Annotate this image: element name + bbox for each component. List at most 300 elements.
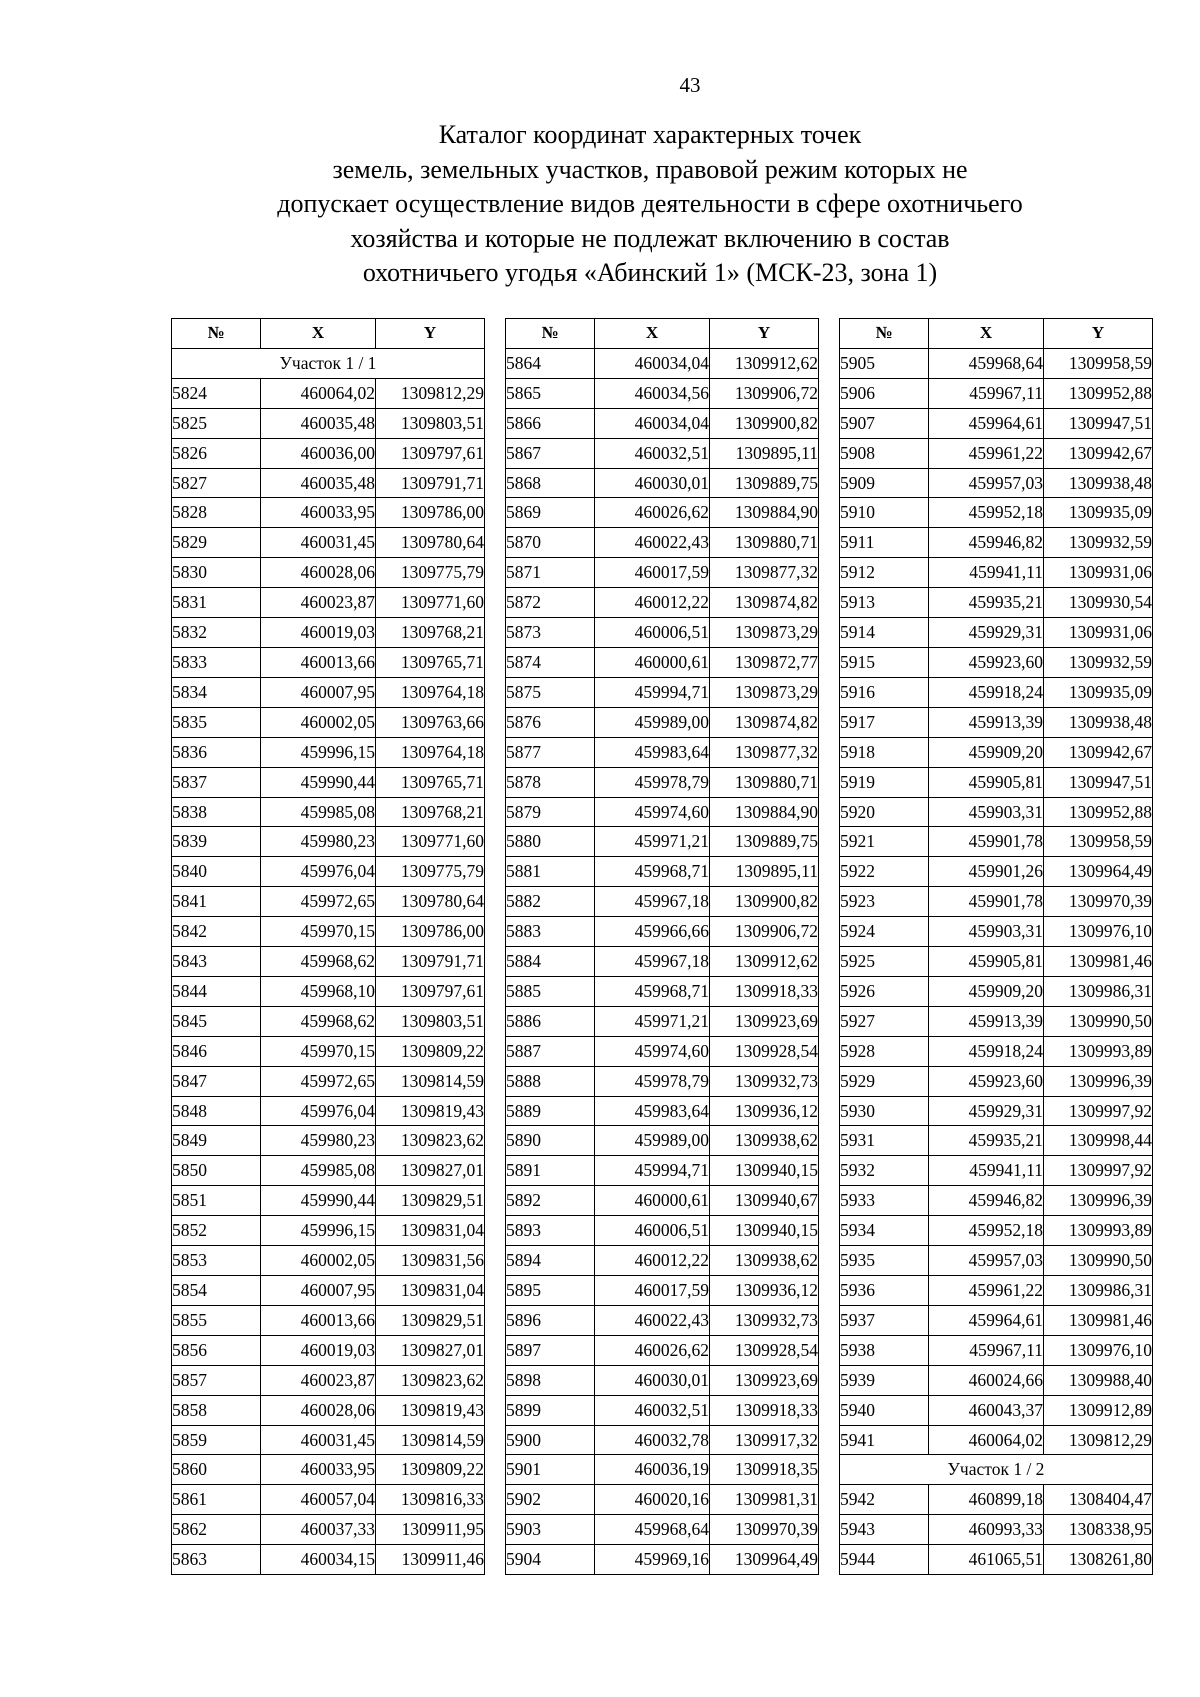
y-coordinate-cell: 1309911,46: [376, 1545, 485, 1575]
table-row: [172, 1096, 485, 1126]
point-number-cell: 5843: [172, 947, 261, 977]
y-coordinate-cell: 1309900,82: [710, 887, 819, 917]
point-number-cell: 5870: [506, 528, 595, 558]
point-number-cell: 5859: [172, 1425, 261, 1455]
y-coordinate-cell: 1309816,33: [376, 1485, 485, 1515]
table-row: [506, 917, 819, 947]
point-number-cell: 5827: [172, 468, 261, 498]
point-number-cell: 5849: [172, 1126, 261, 1156]
point-number-cell: 5926: [840, 976, 929, 1006]
y-coordinate-cell: 1309775,79: [376, 558, 485, 588]
point-number-cell: 5842: [172, 917, 261, 947]
y-coordinate-cell: 1309958,59: [1044, 348, 1153, 378]
y-coordinate-cell: 1309831,04: [376, 1276, 485, 1306]
point-number-cell: 5840: [172, 857, 261, 887]
y-coordinate-cell: 1309768,21: [376, 797, 485, 827]
x-coordinate-cell: 460034,04: [595, 408, 710, 438]
point-number-cell: 5833: [172, 647, 261, 677]
table-row: [172, 1425, 485, 1455]
point-number-cell: 5903: [506, 1515, 595, 1545]
y-coordinate-cell: 1309996,39: [1044, 1186, 1153, 1216]
x-coordinate-cell: 460030,01: [595, 468, 710, 498]
table-row: [840, 1156, 1153, 1186]
table-row: [172, 558, 485, 588]
point-number-cell: 5939: [840, 1365, 929, 1395]
point-number-cell: 5907: [840, 408, 929, 438]
header-y: Y: [710, 319, 819, 349]
y-coordinate-cell: 1309768,21: [376, 618, 485, 648]
x-coordinate-cell: 459903,31: [929, 797, 1044, 827]
point-number-cell: 5944: [840, 1545, 929, 1575]
y-coordinate-cell: 1308338,95: [1044, 1515, 1153, 1545]
y-coordinate-cell: 1309942,67: [1044, 737, 1153, 767]
x-coordinate-cell: 460006,51: [595, 618, 710, 648]
y-coordinate-cell: 1309803,51: [376, 1006, 485, 1036]
x-coordinate-cell: 460022,43: [595, 528, 710, 558]
x-coordinate-cell: 459968,71: [595, 857, 710, 887]
table-row: [172, 857, 485, 887]
x-coordinate-cell: 459968,64: [929, 348, 1044, 378]
table-row: [172, 1515, 485, 1545]
point-number-cell: 5880: [506, 827, 595, 857]
y-coordinate-cell: 1309986,31: [1044, 1276, 1153, 1306]
title-line: Каталог координат характерных точек: [438, 120, 862, 149]
table-row: [506, 797, 819, 827]
table-row: [506, 737, 819, 767]
x-coordinate-cell: 461065,51: [929, 1545, 1044, 1575]
table-row: [172, 378, 485, 408]
table-row: [506, 588, 819, 618]
x-coordinate-cell: 460019,03: [261, 1335, 376, 1365]
x-coordinate-cell: 459996,15: [261, 1216, 376, 1246]
table-row: [506, 1425, 819, 1455]
x-coordinate-cell: 460002,05: [261, 1246, 376, 1276]
point-number-cell: 5855: [172, 1305, 261, 1335]
y-coordinate-cell: 1309936,12: [710, 1096, 819, 1126]
x-coordinate-cell: 460036,19: [595, 1455, 710, 1485]
x-coordinate-cell: 459967,11: [929, 1335, 1044, 1365]
y-coordinate-cell: 1309873,29: [710, 618, 819, 648]
point-number-cell: 5934: [840, 1216, 929, 1246]
x-coordinate-cell: 460034,04: [595, 348, 710, 378]
x-coordinate-cell: 459905,81: [929, 767, 1044, 797]
y-coordinate-cell: 1309900,82: [710, 408, 819, 438]
y-coordinate-cell: 1309932,59: [1044, 528, 1153, 558]
x-coordinate-cell: 460000,61: [595, 647, 710, 677]
x-coordinate-cell: 459952,18: [929, 1216, 1044, 1246]
header-x: X: [595, 319, 710, 349]
table-row: [172, 947, 485, 977]
y-coordinate-cell: 1309981,46: [1044, 947, 1153, 977]
table-row: [840, 528, 1153, 558]
table-row: [172, 1126, 485, 1156]
table-row: [840, 1126, 1153, 1156]
y-coordinate-cell: 1309786,00: [376, 498, 485, 528]
y-coordinate-cell: 1309819,43: [376, 1096, 485, 1126]
y-coordinate-cell: 1309993,89: [1044, 1036, 1153, 1066]
x-coordinate-cell: 459923,60: [929, 647, 1044, 677]
y-coordinate-cell: 1309932,59: [1044, 647, 1153, 677]
point-number-cell: 5941: [840, 1425, 929, 1455]
x-coordinate-cell: 460030,01: [595, 1365, 710, 1395]
table-row: [840, 1395, 1153, 1425]
table-row: [172, 1365, 485, 1395]
point-number-cell: 5826: [172, 438, 261, 468]
table-row: [840, 1425, 1153, 1455]
y-coordinate-cell: 1309823,62: [376, 1126, 485, 1156]
x-coordinate-cell: 459989,00: [595, 1126, 710, 1156]
y-coordinate-cell: 1309976,10: [1044, 1335, 1153, 1365]
header-number: №: [172, 319, 261, 349]
point-number-cell: 5845: [172, 1006, 261, 1036]
table-row: [506, 1186, 819, 1216]
y-coordinate-cell: 1309797,61: [376, 976, 485, 1006]
table-row: [506, 468, 819, 498]
table-row: [840, 498, 1153, 528]
x-coordinate-cell: 460064,02: [929, 1425, 1044, 1455]
y-coordinate-cell: 1309823,62: [376, 1365, 485, 1395]
point-number-cell: 5900: [506, 1425, 595, 1455]
y-coordinate-cell: 1309990,50: [1044, 1006, 1153, 1036]
x-coordinate-cell: 459935,21: [929, 588, 1044, 618]
y-coordinate-cell: 1309880,71: [710, 767, 819, 797]
point-number-cell: 5913: [840, 588, 929, 618]
table-row: [840, 1066, 1153, 1096]
y-coordinate-cell: 1309877,32: [710, 737, 819, 767]
point-number-cell: 5908: [840, 438, 929, 468]
x-coordinate-cell: 460043,37: [929, 1395, 1044, 1425]
y-coordinate-cell: 1309931,06: [1044, 618, 1153, 648]
y-coordinate-cell: 1309803,51: [376, 408, 485, 438]
table-row: [506, 1096, 819, 1126]
table-row: [840, 976, 1153, 1006]
x-coordinate-cell: 460006,51: [595, 1216, 710, 1246]
y-coordinate-cell: 1309935,09: [1044, 677, 1153, 707]
table-row: [506, 408, 819, 438]
x-coordinate-cell: 460012,22: [595, 588, 710, 618]
x-coordinate-cell: 460023,87: [261, 588, 376, 618]
table-row: [172, 1246, 485, 1276]
x-coordinate-cell: 459941,11: [929, 558, 1044, 588]
point-number-cell: 5873: [506, 618, 595, 648]
x-coordinate-cell: 460002,05: [261, 707, 376, 737]
table-row: [840, 438, 1153, 468]
table-row: [172, 1216, 485, 1246]
header-y: Y: [376, 319, 485, 349]
point-number-cell: 5861: [172, 1485, 261, 1515]
table-row: [506, 1545, 819, 1575]
point-number-cell: 5834: [172, 677, 261, 707]
point-number-cell: 5860: [172, 1455, 261, 1485]
table-row: [506, 1276, 819, 1306]
y-coordinate-cell: 1309884,90: [710, 498, 819, 528]
point-number-cell: 5919: [840, 767, 929, 797]
point-number-cell: 5912: [840, 558, 929, 588]
point-number-cell: 5866: [506, 408, 595, 438]
x-coordinate-cell: 460007,95: [261, 677, 376, 707]
y-coordinate-cell: 1309906,72: [710, 917, 819, 947]
table-row: [840, 887, 1153, 917]
x-coordinate-cell: 459901,78: [929, 887, 1044, 917]
table-row: [172, 1066, 485, 1096]
x-coordinate-cell: 459980,23: [261, 827, 376, 857]
table-row: [840, 857, 1153, 887]
table-row: [172, 1186, 485, 1216]
point-number-cell: 5825: [172, 408, 261, 438]
table-row: [172, 1305, 485, 1335]
point-number-cell: 5868: [506, 468, 595, 498]
x-coordinate-cell: 460028,06: [261, 1395, 376, 1425]
title-line: допускает осуществление видов деятельности в сфере охотничьего: [277, 189, 1023, 218]
table-row: [506, 976, 819, 1006]
table-row: [506, 857, 819, 887]
x-coordinate-cell: 459972,65: [261, 887, 376, 917]
point-number-cell: 5838: [172, 797, 261, 827]
y-coordinate-cell: 1309765,71: [376, 647, 485, 677]
x-coordinate-cell: 459974,60: [595, 1036, 710, 1066]
y-coordinate-cell: 1309812,29: [376, 378, 485, 408]
table-row: [840, 1305, 1153, 1335]
table-row: [172, 468, 485, 498]
section-label: Участок 1 / 2: [840, 1455, 1153, 1485]
point-number-cell: 5897: [506, 1335, 595, 1365]
y-coordinate-cell: 1309998,44: [1044, 1126, 1153, 1156]
y-coordinate-cell: 1309988,40: [1044, 1365, 1153, 1395]
table-row: [172, 767, 485, 797]
point-number-cell: 5872: [506, 588, 595, 618]
x-coordinate-cell: 460023,87: [261, 1365, 376, 1395]
y-coordinate-cell: 1309873,29: [710, 677, 819, 707]
x-coordinate-cell: 459971,21: [595, 827, 710, 857]
x-coordinate-cell: 459971,21: [595, 1006, 710, 1036]
point-number-cell: 5854: [172, 1276, 261, 1306]
x-coordinate-cell: 459901,26: [929, 857, 1044, 887]
y-coordinate-cell: 1309923,69: [710, 1365, 819, 1395]
table-row: [506, 707, 819, 737]
y-coordinate-cell: 1309797,61: [376, 438, 485, 468]
table-row: [172, 1485, 485, 1515]
y-coordinate-cell: 1309877,32: [710, 558, 819, 588]
point-number-cell: 5937: [840, 1305, 929, 1335]
y-coordinate-cell: 1309970,39: [710, 1515, 819, 1545]
y-coordinate-cell: 1309928,54: [710, 1335, 819, 1365]
point-number-cell: 5881: [506, 857, 595, 887]
point-number-cell: 5918: [840, 737, 929, 767]
x-coordinate-cell: 460034,56: [595, 378, 710, 408]
table-row: [840, 618, 1153, 648]
y-coordinate-cell: 1309829,51: [376, 1305, 485, 1335]
y-coordinate-cell: 1309930,54: [1044, 588, 1153, 618]
x-coordinate-cell: 459994,71: [595, 677, 710, 707]
table-row: [506, 1305, 819, 1335]
y-coordinate-cell: 1309952,88: [1044, 797, 1153, 827]
x-coordinate-cell: 459935,21: [929, 1126, 1044, 1156]
x-coordinate-cell: 459985,08: [261, 797, 376, 827]
x-coordinate-cell: 460057,04: [261, 1485, 376, 1515]
x-coordinate-cell: 459968,64: [595, 1515, 710, 1545]
y-coordinate-cell: 1309917,32: [710, 1425, 819, 1455]
header-x: X: [261, 319, 376, 349]
y-coordinate-cell: 1309918,33: [710, 1395, 819, 1425]
y-coordinate-cell: 1309931,06: [1044, 558, 1153, 588]
point-number-cell: 5869: [506, 498, 595, 528]
point-number-cell: 5837: [172, 767, 261, 797]
x-coordinate-cell: 459946,82: [929, 1186, 1044, 1216]
point-number-cell: 5851: [172, 1186, 261, 1216]
x-coordinate-cell: 460020,16: [595, 1485, 710, 1515]
y-coordinate-cell: 1309764,18: [376, 677, 485, 707]
point-number-cell: 5828: [172, 498, 261, 528]
x-coordinate-cell: 460033,95: [261, 498, 376, 528]
y-coordinate-cell: 1309918,33: [710, 976, 819, 1006]
y-coordinate-cell: 1309947,51: [1044, 767, 1153, 797]
y-coordinate-cell: 1309780,64: [376, 528, 485, 558]
point-number-cell: 5867: [506, 438, 595, 468]
table-row: [506, 378, 819, 408]
point-number-cell: 5921: [840, 827, 929, 857]
point-number-cell: 5901: [506, 1455, 595, 1485]
y-coordinate-cell: 1309831,56: [376, 1246, 485, 1276]
x-coordinate-cell: 459918,24: [929, 1036, 1044, 1066]
table-row: [840, 647, 1153, 677]
table-row: [172, 438, 485, 468]
point-number-cell: 5879: [506, 797, 595, 827]
table-row: [506, 1395, 819, 1425]
point-number-cell: 5904: [506, 1545, 595, 1575]
point-number-cell: 5832: [172, 618, 261, 648]
x-coordinate-cell: 460026,62: [595, 498, 710, 528]
table-row: [172, 827, 485, 857]
catalog-title: [150, 118, 1150, 291]
point-number-cell: 5836: [172, 737, 261, 767]
y-coordinate-cell: 1309884,90: [710, 797, 819, 827]
x-coordinate-cell: 460007,95: [261, 1276, 376, 1306]
y-coordinate-cell: 1309771,60: [376, 588, 485, 618]
point-number-cell: 5864: [506, 348, 595, 378]
x-coordinate-cell: 459978,79: [595, 767, 710, 797]
table-row: [172, 1156, 485, 1186]
point-number-cell: 5896: [506, 1305, 595, 1335]
x-coordinate-cell: 459970,15: [261, 1036, 376, 1066]
x-coordinate-cell: 459968,10: [261, 976, 376, 1006]
x-coordinate-cell: 460032,51: [595, 438, 710, 468]
y-coordinate-cell: 1309880,71: [710, 528, 819, 558]
table-row: [506, 887, 819, 917]
point-number-cell: 5938: [840, 1335, 929, 1365]
point-number-cell: 5893: [506, 1216, 595, 1246]
table-row: [172, 588, 485, 618]
table-row: [506, 767, 819, 797]
x-coordinate-cell: 460036,00: [261, 438, 376, 468]
y-coordinate-cell: 1309912,62: [710, 947, 819, 977]
point-number-cell: 5883: [506, 917, 595, 947]
point-number-cell: 5848: [172, 1096, 261, 1126]
y-coordinate-cell: 1309936,12: [710, 1276, 819, 1306]
table-row: [172, 1545, 485, 1575]
point-number-cell: 5877: [506, 737, 595, 767]
y-coordinate-cell: 1309940,67: [710, 1186, 819, 1216]
table-row: [506, 647, 819, 677]
x-coordinate-cell: 459967,18: [595, 887, 710, 917]
point-number-cell: 5906: [840, 378, 929, 408]
point-number-cell: 5915: [840, 647, 929, 677]
point-number-cell: 5878: [506, 767, 595, 797]
table-row: [840, 558, 1153, 588]
table-row: [172, 1036, 485, 1066]
table-row: [840, 1096, 1153, 1126]
y-coordinate-cell: 1309911,95: [376, 1515, 485, 1545]
y-coordinate-cell: 1309947,51: [1044, 408, 1153, 438]
y-coordinate-cell: 1309765,71: [376, 767, 485, 797]
point-number-cell: 5852: [172, 1216, 261, 1246]
table-row: [506, 827, 819, 857]
point-number-cell: 5924: [840, 917, 929, 947]
x-coordinate-cell: 460033,95: [261, 1455, 376, 1485]
y-coordinate-cell: 1309809,22: [376, 1036, 485, 1066]
table-row: [172, 976, 485, 1006]
x-coordinate-cell: 460035,48: [261, 408, 376, 438]
table-row: [506, 1006, 819, 1036]
x-coordinate-cell: 459913,39: [929, 707, 1044, 737]
y-coordinate-cell: 1309827,01: [376, 1335, 485, 1365]
point-number-cell: 5927: [840, 1006, 929, 1036]
y-coordinate-cell: 1309990,50: [1044, 1246, 1153, 1276]
point-number-cell: 5857: [172, 1365, 261, 1395]
table-row: [506, 1066, 819, 1096]
point-number-cell: 5925: [840, 947, 929, 977]
y-coordinate-cell: 1309935,09: [1044, 498, 1153, 528]
table-row: [840, 1335, 1153, 1365]
x-coordinate-cell: 459978,79: [595, 1066, 710, 1096]
table-row: [840, 1485, 1153, 1515]
point-number-cell: 5909: [840, 468, 929, 498]
y-coordinate-cell: 1309912,89: [1044, 1395, 1153, 1425]
y-coordinate-cell: 1309997,92: [1044, 1096, 1153, 1126]
y-coordinate-cell: 1309786,00: [376, 917, 485, 947]
y-coordinate-cell: 1309771,60: [376, 827, 485, 857]
y-coordinate-cell: 1309997,92: [1044, 1156, 1153, 1186]
y-coordinate-cell: 1309938,48: [1044, 468, 1153, 498]
table-row: [840, 767, 1153, 797]
x-coordinate-cell: 459990,44: [261, 767, 376, 797]
y-coordinate-cell: 1309942,67: [1044, 438, 1153, 468]
x-coordinate-cell: 459913,39: [929, 1006, 1044, 1036]
y-coordinate-cell: 1309791,71: [376, 468, 485, 498]
table-row: [506, 1126, 819, 1156]
x-coordinate-cell: 459983,64: [595, 737, 710, 767]
table-row: [506, 1036, 819, 1066]
y-coordinate-cell: 1309872,77: [710, 647, 819, 677]
header-number: №: [506, 319, 595, 349]
x-coordinate-cell: 459952,18: [929, 498, 1044, 528]
y-coordinate-cell: 1309764,18: [376, 737, 485, 767]
point-number-cell: 5902: [506, 1485, 595, 1515]
table-row: [840, 468, 1153, 498]
point-number-cell: 5875: [506, 677, 595, 707]
x-coordinate-cell: 459983,64: [595, 1096, 710, 1126]
point-number-cell: 5858: [172, 1395, 261, 1425]
y-coordinate-cell: 1309940,15: [710, 1216, 819, 1246]
x-coordinate-cell: 460032,78: [595, 1425, 710, 1455]
y-coordinate-cell: 1309827,01: [376, 1156, 485, 1186]
x-coordinate-cell: 460024,66: [929, 1365, 1044, 1395]
point-number-cell: 5929: [840, 1066, 929, 1096]
x-coordinate-cell: 460032,51: [595, 1395, 710, 1425]
x-coordinate-cell: 460035,48: [261, 468, 376, 498]
point-number-cell: 5824: [172, 378, 261, 408]
table-row: [840, 917, 1153, 947]
x-coordinate-cell: 459967,18: [595, 947, 710, 977]
